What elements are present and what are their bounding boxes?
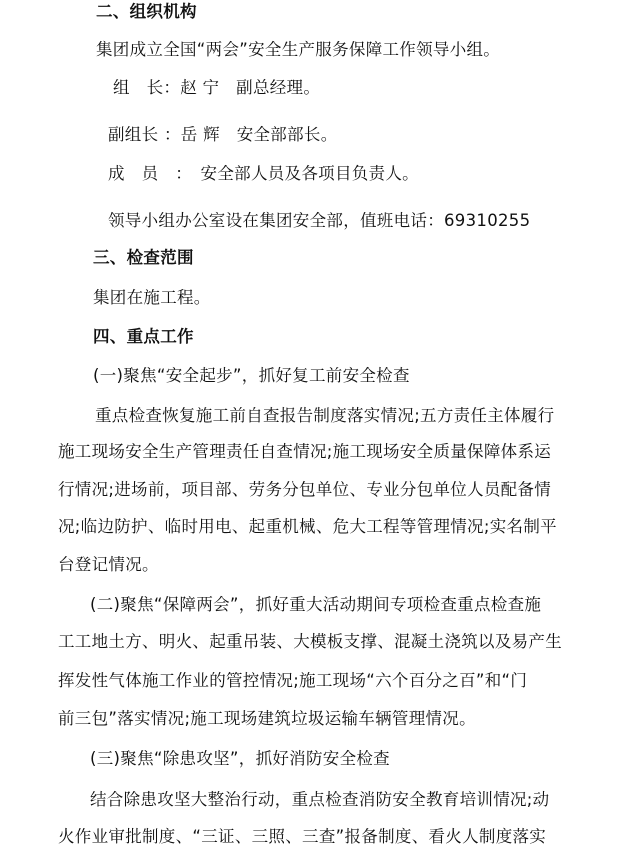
item-3-title: (三)聚焦“除患攻坚”，抓好消防安全检查	[90, 749, 390, 768]
section-3-body: 集团在施工程。	[93, 288, 211, 307]
item-1-line: 重点检查恢复施工前自查报告制度落实情况;五方责任主体履行	[95, 406, 555, 425]
item-1-title: (一)聚焦“安全起步”，抓好复工前安全检查	[93, 366, 410, 385]
members-line: 成 员 ： 安全部人员及各项目负责人。	[108, 164, 419, 183]
item-1-line: 施工现场安全生产管理责任自查情况;施工现场安全质量保障体系运	[58, 442, 552, 461]
item-2-line: 工工地土方、明火、起重吊装、大模板支撑、混凝土浇筑以及易产生	[58, 632, 562, 651]
section-3-heading: 三、检查范围	[93, 248, 194, 267]
item-2-line: 挥发性气体施工作业的管控情况;施工现场“六个百分之百”和“门	[58, 671, 528, 690]
item-1-line: 行情况;进场前，项目部、劳务分包单位、专业分包单位人员配备情	[58, 480, 552, 499]
item-3-line: 火作业审批制度、“三证、三照、三查”报备制度、看火人制度落实	[58, 827, 547, 846]
item-3-line: 结合除患攻坚大整治行动，重点检查消防安全教育培训情况;动	[90, 790, 550, 809]
section-2-intro: 集团成立全国“两会”安全生产服务保障工作领导小组。	[96, 40, 501, 59]
item-2-line: (二)聚焦“保障两会”，抓好重大活动期间专项检查重点检查施	[90, 595, 542, 614]
group-leader-line: 组 长：赵 宁 副总经理。	[113, 78, 321, 97]
item-1-line: 况;临边防护、临时用电、起重机械、危大工程等管理情况;实名制平	[58, 517, 557, 536]
item-2-line: 前三包”落实情况;施工现场建筑垃圾运输车辆管理情况。	[58, 709, 476, 728]
office-line: 领导小组办公室设在集团安全部，值班电话：69310255	[108, 211, 531, 230]
section-2-heading: 二、组织机构	[96, 2, 197, 21]
section-4-heading: 四、重点工作	[93, 327, 194, 346]
item-1-line: 台登记情况。	[58, 555, 159, 574]
deputy-leader-line: 副组长 ：岳 辉 安全部部长。	[108, 125, 338, 144]
